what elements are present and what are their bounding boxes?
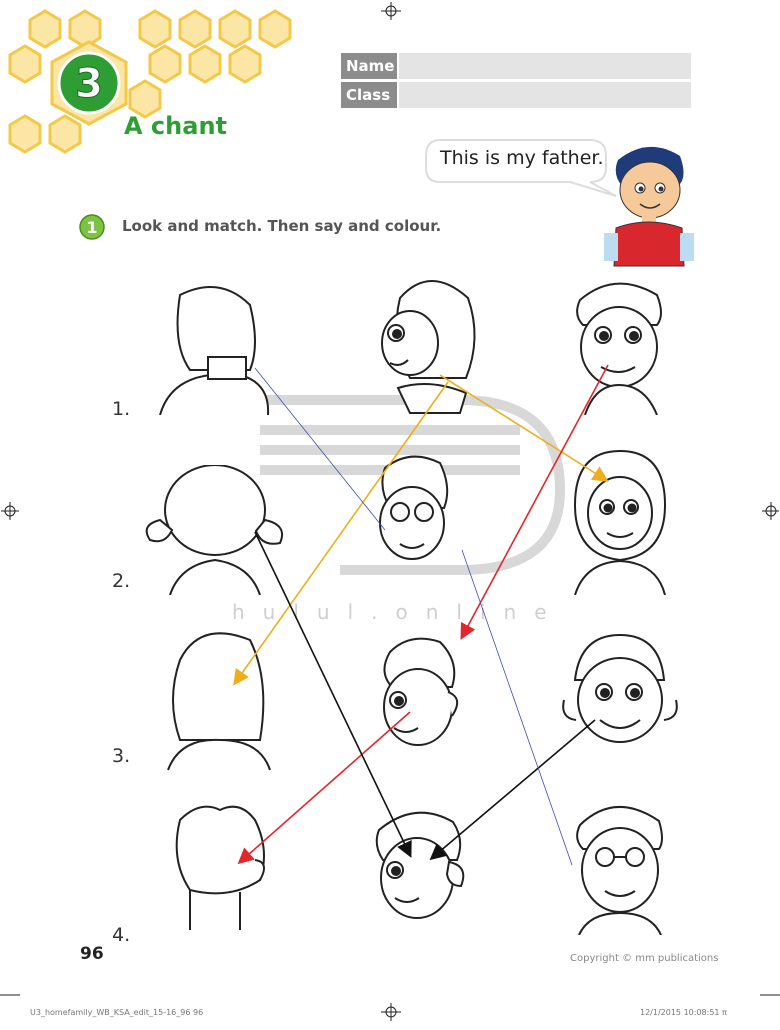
name-label: Name: [341, 53, 397, 79]
class-label: Class: [341, 82, 397, 108]
match-line-black-2: [432, 720, 595, 858]
print-footer-file: U3_homefamily_WB_KSA_edit_15-16_96 96: [30, 1008, 204, 1017]
row-number-4: 4.: [112, 924, 131, 946]
match-line-orange-2: [235, 382, 448, 683]
exercise-instruction: Look and match. Then say and colour.: [122, 217, 442, 235]
row-number-1: 1.: [112, 398, 131, 420]
unit-number: 3: [75, 61, 103, 107]
speech-bubble-text: This is my father.: [440, 147, 604, 169]
print-footer-date: 12/1/2015 10:08:51 π: [640, 1008, 727, 1017]
exercise-number: 1: [86, 218, 98, 237]
copyright-text: Copyright © mm publications: [570, 953, 719, 964]
match-line-red-2: [240, 712, 410, 862]
unit-title: A chant: [124, 112, 227, 140]
match-line-black-1: [255, 532, 410, 855]
match-line-red-1: [462, 365, 608, 637]
row-number-3: 3.: [112, 745, 131, 767]
row-number-2: 2.: [112, 570, 131, 592]
match-line-thin-1: [255, 368, 385, 530]
page-number: 96: [80, 944, 104, 964]
match-line-orange-1: [440, 375, 606, 480]
watermark-text: hulul.online: [232, 600, 565, 624]
